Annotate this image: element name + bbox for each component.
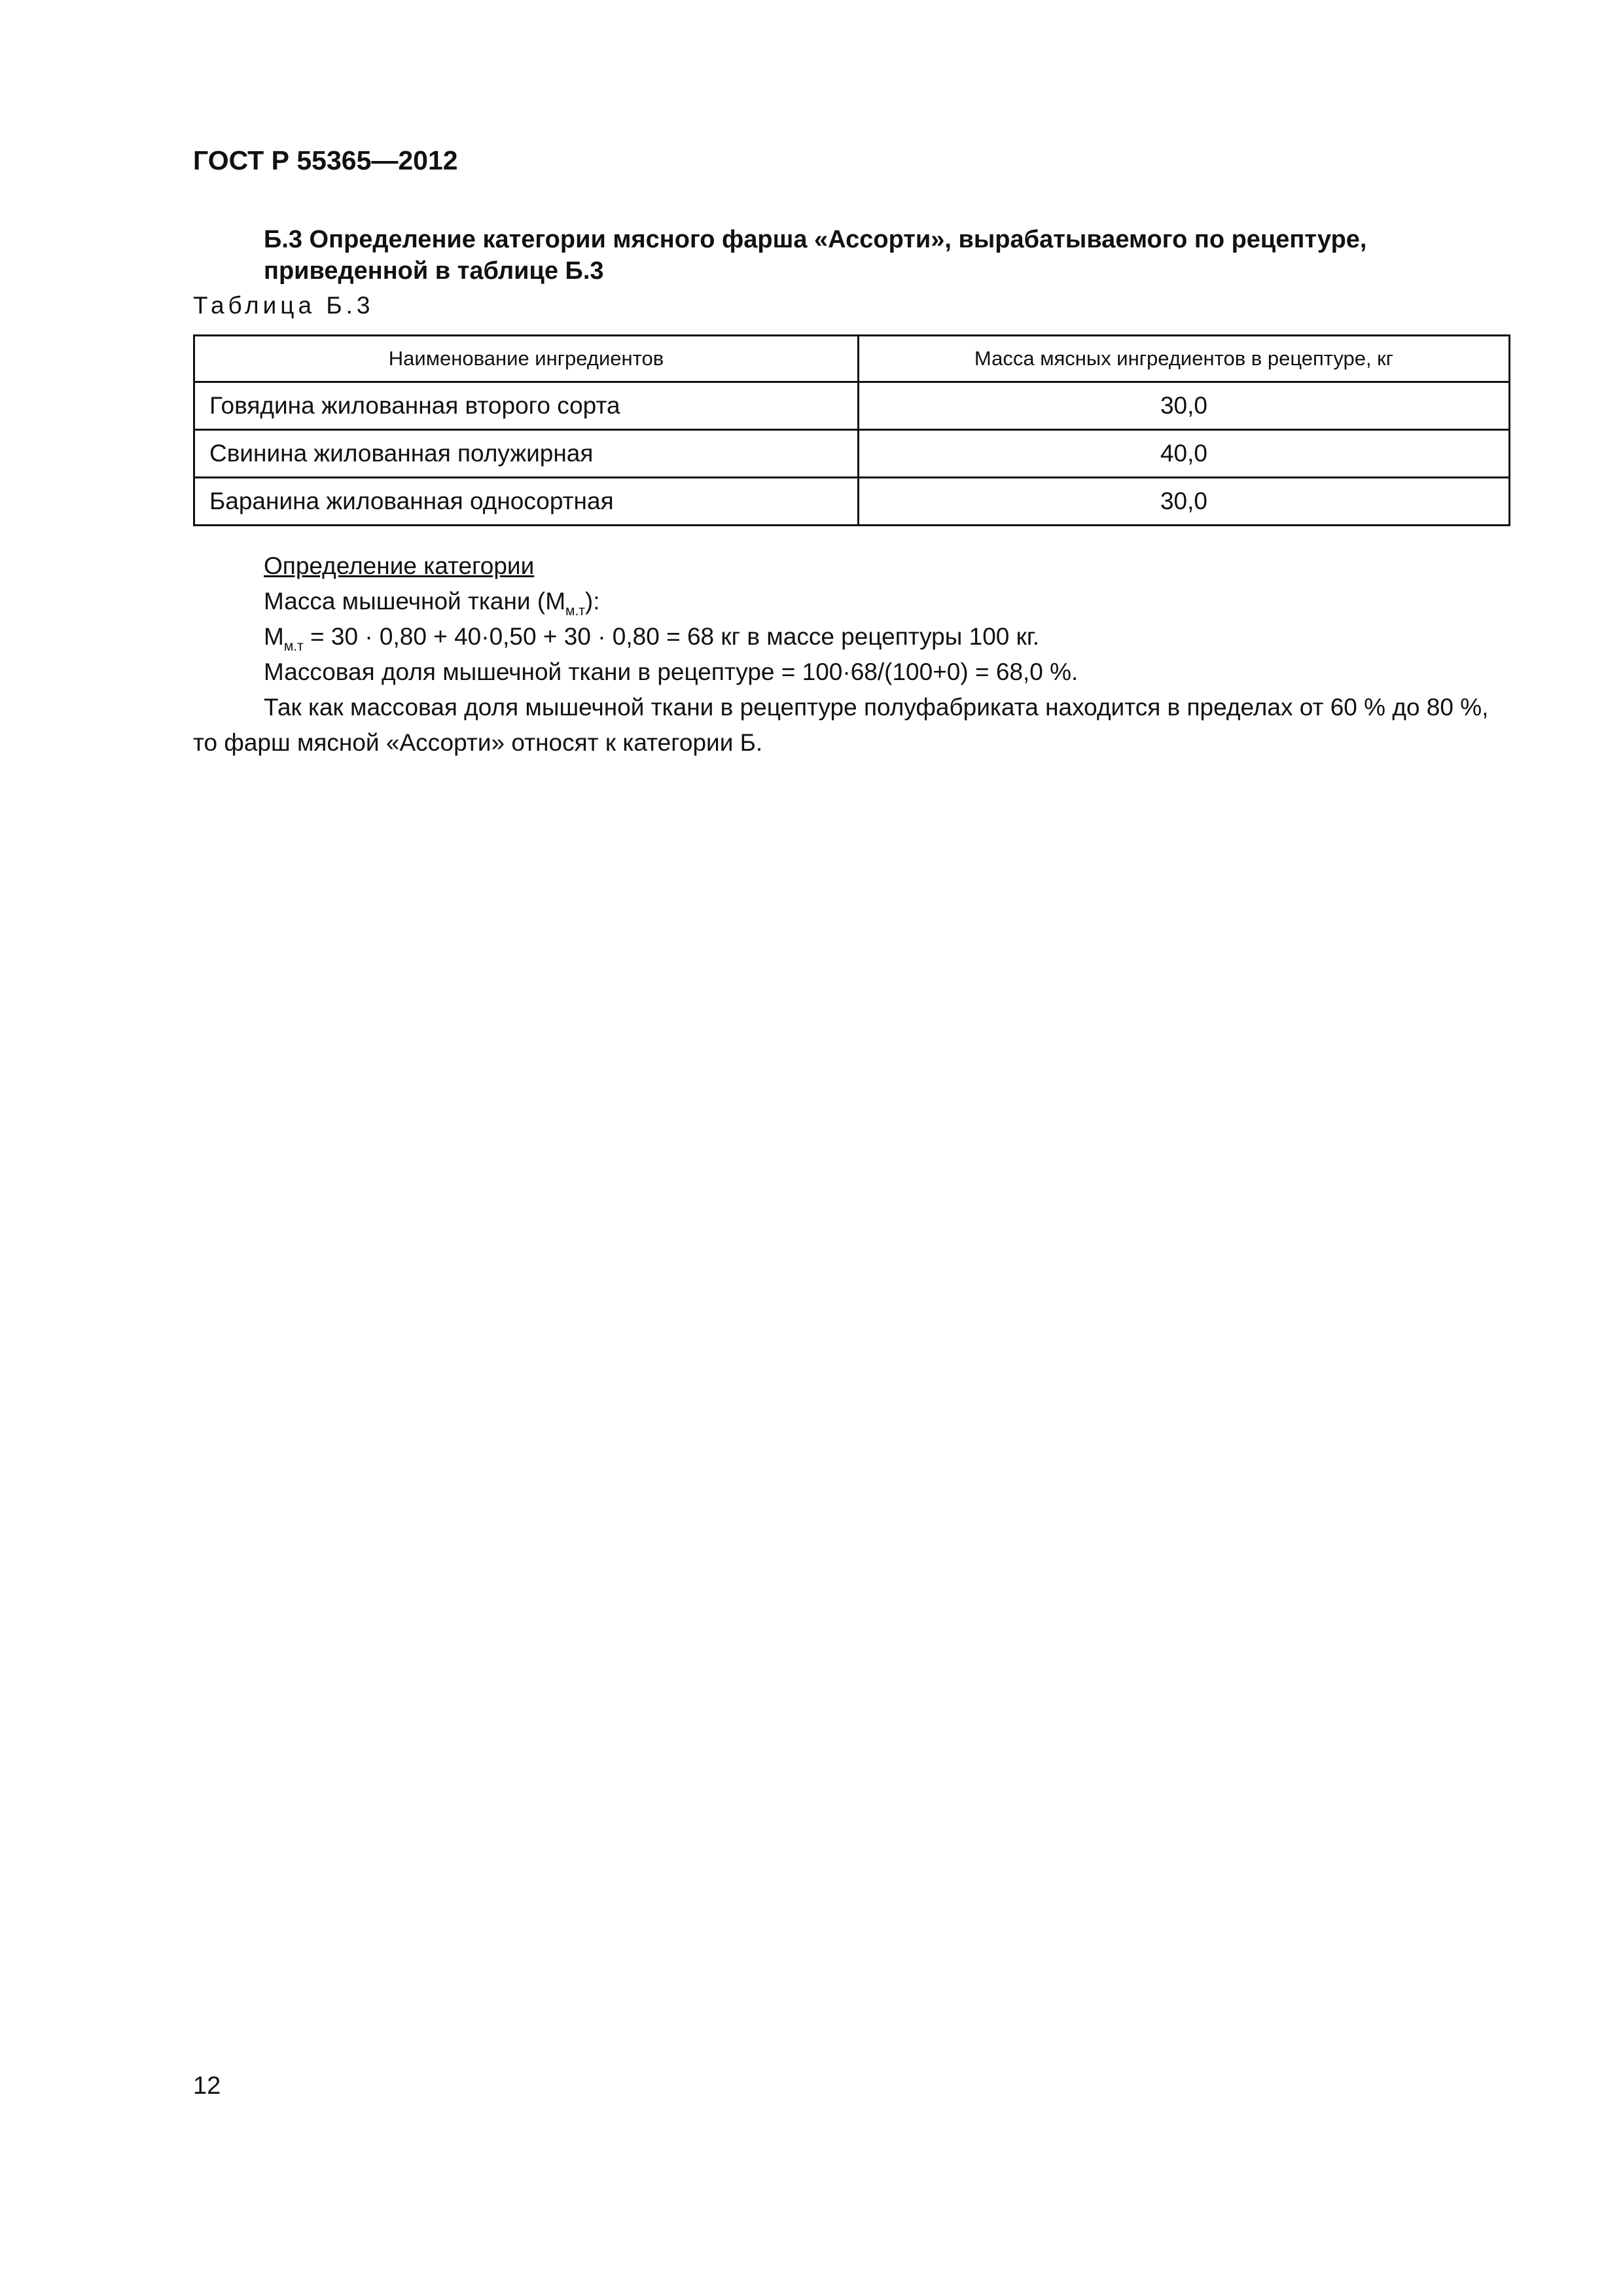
page-number: 12 [193, 2072, 221, 2100]
column-header-ingredient: Наименование ингредиентов [194, 336, 859, 382]
formula-subscript: м.т [283, 639, 304, 654]
muscle-share-line: Массовая доля мышечной ткани в рецептуре = 100·68/(100+0) = 68,0 %. [264, 658, 1079, 685]
ingredients-table [193, 334, 1510, 526]
table-header-row [194, 336, 1510, 382]
muscle-mass-subscript: м.т [565, 603, 585, 619]
formula-rest: = 30 · 0,80 + 40·0,50 + 30 · 0,80 = 68 кг в массе рецептуры 100 кг. [303, 623, 1040, 650]
conclusion-paragraph: Так как массовая доля мышечной ткани в рецептуре полуфабриката находится в пределах от 60 % до 80 %, то фарш мясной «Ассорти» относят к категории Б. [193, 694, 1489, 756]
muscle-mass-formula [193, 619, 1510, 655]
table-row [194, 430, 1510, 478]
table-row [194, 382, 1510, 430]
muscle-mass-label-prefix: Масса мышечной ткани (М [264, 588, 566, 615]
column-header-mass: Масса мясных ингредиентов в рецептуре, кг [859, 336, 1510, 382]
ingredient-name-cell: Баранина жилованная односортная [194, 478, 859, 526]
muscle-mass-label-suffix: ): [584, 588, 600, 615]
section-title: Б.3 Определение категории мясного фарша «Ассорти», вырабатываемого по рецептуре, приведенной в таблице Б.3 [264, 226, 1367, 285]
table-row [194, 478, 1510, 526]
formula-symbol: М [264, 623, 284, 650]
calculation-heading [193, 548, 1510, 584]
table-caption: Таблица Б.3 [193, 292, 374, 319]
standard-header: ГОСТ Р 55365—2012 [193, 145, 458, 175]
ingredient-mass-cell: 30,0 [859, 478, 1510, 526]
calculation-text [193, 548, 1510, 761]
ingredient-name-cell: Говядина жилованная второго сорта [194, 382, 859, 430]
ingredient-mass-cell: 40,0 [859, 430, 1510, 478]
muscle-mass-label [193, 584, 1510, 619]
ingredient-mass-cell: 30,0 [859, 382, 1510, 430]
calculation-heading-text: Определение категории [264, 552, 535, 579]
ingredient-name-cell: Свинина жилованная полужирная [194, 430, 859, 478]
